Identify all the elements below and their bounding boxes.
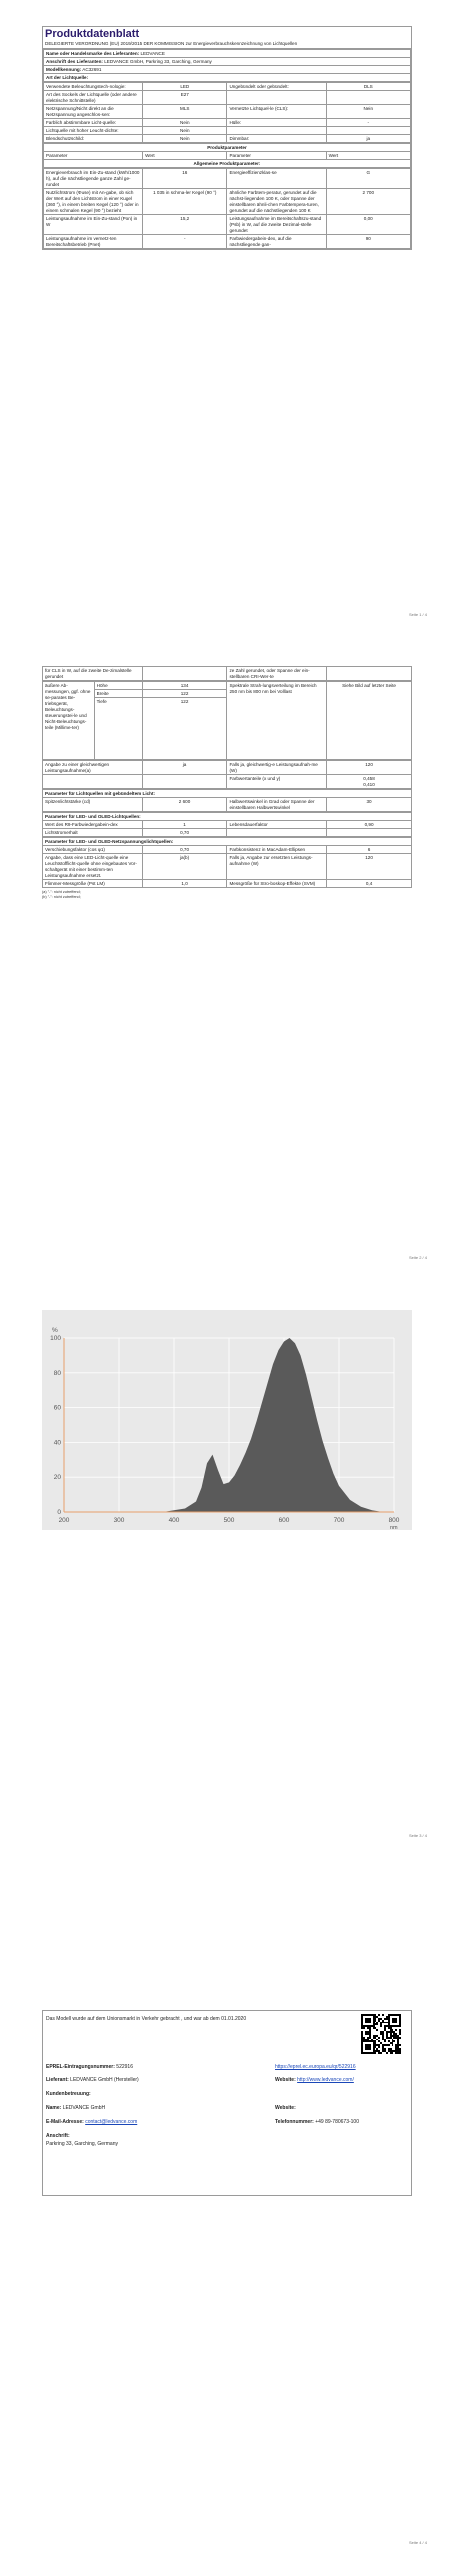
general-row-cell: 0,00 [326,215,410,235]
website-link[interactable]: http://www.ledvance.com/ [297,2077,354,2083]
general-row [44,189,411,215]
general-row-cell: - [143,235,227,249]
spectrum-area [163,1338,383,1512]
led-table [42,812,412,837]
param-header-table [43,143,411,168]
led-row-cell: Lichtstromerhalt [43,829,143,837]
mains-row [43,880,412,888]
general-row-cell: 90 [326,235,410,249]
address-value: Parkring 33, Garching, Germany [46,2141,118,2147]
general-row [44,235,411,249]
x-tick-label: 400 [168,1517,180,1524]
equiv-row [43,775,412,789]
equiv-row-cell: Farbwertanteile (x und y) [227,775,327,789]
continued-cell [327,667,412,681]
supplier-row: Name oder Handelsmarke des Lieferanten: LEDVANCE [44,50,411,58]
directed-light-table [42,789,412,812]
led-row-cell [227,829,327,837]
mains-row-cell: Falls ja, Angabe zur ersetzten Leistungs-aufnahme (W) [227,854,327,880]
name-row: Name: LEDVANCE GmbH [46,2105,106,2111]
dimensions-table [42,681,412,760]
mains-row-cell: 6 [327,846,412,854]
spectral-label: Spektrale Strah-lungsverteilung im Bereich 250 nm bis 800 nm bei Volllast [227,682,327,760]
mains-row [43,854,412,880]
market-text: Das Modell wurde auf dem Unionsmarkt in Verkehr gebracht , und war ab dem 01.01.2020 [46,2016,247,2022]
type-row-cell [326,91,410,105]
equiv-row [43,761,412,775]
led-row-cell: 0,90 [327,821,412,829]
type-row-cell: Nein [143,127,227,135]
y-tick-label: 100 [50,1335,61,1342]
mains-header: Parameter für LED- und OLED-Netzspannungslichtquellen: [43,838,412,846]
general-row-cell: Farbwiedergabein-dex, auf die nächstliegende gan- [227,235,326,249]
general-row-cell: Leistungsaufnahme im Bereitschaftszu-stand (Psb) in W, auf die zweite Dezimal-stelle gerundet [227,215,326,235]
supplier-row: Lieferant: LEDVANCE GmbH (Hersteller) [46,2077,139,2083]
equiv-row-cell: 0,458 0,410 [327,775,412,789]
general-row-cell: 2 700 [326,189,410,215]
continued-cell [142,667,227,681]
general-row [44,215,411,235]
type-row [44,127,411,135]
general-table [43,168,411,249]
continued-row [43,667,412,681]
y-tick-label: 0 [57,1509,61,1516]
type-row-cell: ja [326,135,410,143]
dim-width-label: Breite [94,690,142,698]
type-row-cell: Vernetzte Lichtquel-le (CLS): [227,105,326,119]
general-row-cell: 16 [143,169,227,189]
dim-height-label: Höhe [94,682,142,690]
type-header: Art der Lichtquelle: [44,74,411,82]
regulation-intro: DELEGIERTE VERORDNUNG (EU) 2019/2015 DER KOMMISSION zur Energieverbrauchskennzeichnung von Lichtquellen [43,41,411,49]
dim-width-value: 122 [142,690,227,698]
type-row-cell [227,91,326,105]
general-row-cell: Leistungsaufnahme im Ein-Zu-stand (Pon) in W [44,215,143,235]
type-row-cell [227,127,326,135]
mains-row-cell: Verschiebungsfaktor (cos φ1) [43,846,143,854]
type-row-cell: Nein [143,135,227,143]
type-table [43,82,411,143]
general-row-cell: Energieverbrauch im Ein-Zu-stand (kWh/1000 h), auf die nächstliegende ganze Zahl ge-rundet [44,169,143,189]
directed-row [43,798,412,812]
type-row-cell: Blendschutzschild: [44,135,143,143]
supplier-info-box [42,2010,412,2196]
directed-row-cell: Spitzenlichtstärke (cd) [43,798,143,812]
general-row [44,169,411,189]
directed-row-cell: Halbwertswinkel in Grad oder Spanne der einstellbaren Halbwertswinkel [227,798,327,812]
equiv-row-cell: 120 [327,761,412,775]
equiv-row-cell: ja [142,761,227,775]
y-tick-label: 60 [53,1404,61,1412]
dim-depth-label: Tiefe [94,698,142,760]
type-row-cell: Farblich abstimmbare Licht-quelle: [44,119,143,127]
y-tick-label: 40 [53,1439,61,1447]
mains-row-cell: Farbkonsistenz in MacAdam-Ellipsen [227,846,327,854]
page-1 [0,0,453,635]
type-row-cell: MLS [143,105,227,119]
eprel-row: EPREL-Eintragungsnummer: 522916 [46,2064,133,2070]
type-row [44,135,411,143]
type-row-cell: Ungebündelt oder gebündelt: [227,83,326,91]
phone-row: Telefonnummer: +49 89-780673-100 [275,2119,359,2125]
mains-row-cell: 1,0 [142,880,227,888]
x-tick-label: 600 [278,1517,290,1524]
header-table [43,49,411,82]
equiv-row-cell [142,775,227,789]
type-row [44,105,411,119]
type-row [44,119,411,127]
directed-row-cell: 2 600 [142,798,227,812]
mains-row [43,846,412,854]
y-tick-label: 20 [53,1474,61,1482]
led-row-cell [327,829,412,837]
general-params-header: Allgemeine Produktparameter: [44,160,411,168]
general-row-cell: 15,2 [143,215,227,235]
x-tick-label: 800 [388,1517,400,1524]
equivalent-table [42,760,412,789]
mains-row-cell: Messgröße für Stro-boskop-Effekte (SVM) [227,880,327,888]
type-row [44,91,411,105]
led-row-cell: Lebensdauerfaktor [227,821,327,829]
type-row [44,83,411,91]
product-params-header: Produktparameter [44,144,411,152]
dim-height-value: 134 [142,682,227,690]
general-row-cell: Leistungsaufnahme im vernetz-ten Bereitschaftsbetrieb (Pnet) [44,235,143,249]
directed-row-cell: 30 [327,798,412,812]
led-row-cell: 0,70 [142,829,227,837]
led-row-cell: Wert des R9-Farbwiedergabein-dex [43,821,143,829]
dimensions-label: äußere Ab-messungen, ggf. ohne se-parates Be-triebsgerät, Beleuchtungs-steuerungstei-le und Nicht-Beleuchtungs-teile (Millime-ter) [43,682,95,760]
website2-row: Website: [275,2105,296,2111]
type-row-cell: Dimmbar: [227,135,326,143]
x-axis-label: nm [390,1525,398,1530]
y-axis-label: % [52,1327,58,1334]
col-value: Wert [143,152,227,160]
type-row-cell: E27 [143,91,227,105]
page-2 [0,640,453,1275]
email-row: E-Mail-Adresse: contact@ledvance.com [46,2119,138,2125]
x-tick-label: 300 [113,1517,125,1524]
address-label: Anschrift: [46,2133,70,2139]
mains-row-cell: 0,4 [327,880,412,888]
general-row-cell: Nutzlichtstrom (Φuse) mit An-gabe, ob sich der Wert auf den Lichtstrom in einer Kugel (360 °), in einem breiten Kegel (120 °) oder in einem schmalen Kegel (90 °) bezieht [44,189,143,215]
general-row-cell: Energieeffizienzklas-se [227,169,326,189]
footnote-a: (a) "-": nicht zutreffend; [42,890,81,894]
type-row-cell: Nein [326,105,410,119]
type-row-cell [326,127,410,135]
page-footer: Seite 2 / 4 [408,1255,427,1260]
type-row-cell: DLS [326,83,410,91]
footnote-b: (b) "-": nicht zutreffend; [42,895,81,899]
led-row [43,821,412,829]
mains-table [42,837,412,888]
y-tick-label: 80 [53,1369,61,1377]
general-row-cell: G [326,169,410,189]
address-row: Anschrift des Lieferanten: LEDVANCE GmbH, Parkring 33, Garching, Germany [44,58,411,66]
page-title: Produktdatenblatt [45,28,140,40]
general-row-cell: 1 035 in schma-ler Kegel (90 °) [143,189,227,215]
email-link[interactable]: contact@ledvance.com [85,2119,138,2125]
led-row-cell: 1 [142,821,227,829]
service-label: Kundenbetreuung: [46,2091,91,2097]
col-parameter: Parameter [227,152,326,160]
model-row: Modellkennung: AC32691 [44,66,411,74]
page-footer: Seite 1 / 4 [408,612,427,617]
datasheet-frame [42,26,412,250]
mains-row-cell: 120 [327,854,412,880]
qr-code[interactable] [361,2014,401,2054]
mains-row-cell: ja(b) [142,854,227,880]
continued-table [42,666,412,681]
type-row-cell: Netzspannung/Nicht direkt an die Netzspannung angeschlos-sen: [44,105,143,119]
type-row-cell: - [326,119,410,127]
mains-row-cell: 0,70 [142,846,227,854]
dim-depth-value: 122 [142,698,227,760]
col-parameter: Parameter [44,152,143,160]
type-row-cell: Nein [143,119,227,127]
x-tick-label: 500 [223,1517,235,1524]
type-row-cell: Art des Sockels der Lichtquelle (oder andere elektrische Schnittstelle) [44,91,143,105]
led-row [43,829,412,837]
x-tick-label: 700 [333,1517,345,1524]
equiv-row-cell: Angabe zu einer gleichwertigen Leistungsaufnahme(a) [43,761,143,775]
mains-row-cell: Flimmer-Messgröße (Pst LM) [43,880,143,888]
type-row-cell: Hülle: [227,119,326,127]
page-footer: Seite 3 / 4 [408,1833,427,1838]
type-row-cell: Lichtquelle mit hoher Leucht-dichte: [44,127,143,135]
equiv-row-cell [43,775,143,789]
spectral-value: Siehe Bild auf letzter Seite [327,682,412,760]
equiv-row-cell: Falls ja, gleichwertig-e Leistungsaufnah-me (W) [227,761,327,775]
col-value: Wert [326,152,410,160]
spectrum-chart [42,1310,412,1530]
page-footer: Seite 4 / 4 [408,2540,427,2545]
page-4 [0,1920,453,2560]
type-row-cell: Verwendete Beleuchtungstech-nologie: [44,83,143,91]
directed-header: Parameter für Lichtquellen mit gebündeltem Licht: [43,790,412,798]
general-row-cell: ähnliche Farbtem-peratur, gerundet auf die nächst-liegenden 100 K, oder Spanne der einstellbaren ähnli-chen Farbtempera-turen, gerundet auf die nächstliegenden 100 K [227,189,326,215]
mains-row-cell: Angabe, dass eine LED-Licht-quelle eine Leuchtstofflicht-quelle ohne eingebautes Vor-schaltgerät mit einer bestimm-ten Leistungsaufnahme ersetzt. [43,854,143,880]
eprel-link[interactable]: https://eprel.ec.europa.eu/qr/522916 [275,2064,356,2070]
spectrum-svg [42,1310,412,1530]
x-tick-label: 200 [58,1517,70,1524]
continued-cell: für CLS in W, auf die zweite De-zimalstelle gerundet [43,667,143,681]
continued-cell: ze Zahl gerundet, oder Spanne der ein-stellbaren CRI-Wer-te [227,667,327,681]
type-row-cell: LED [143,83,227,91]
led-header: Parameter für LED- und OLED-Lichtquellen: [43,813,412,821]
datasheet-continued [42,666,412,900]
website-row: Website: http://www.ledvance.com/ [275,2077,354,2083]
